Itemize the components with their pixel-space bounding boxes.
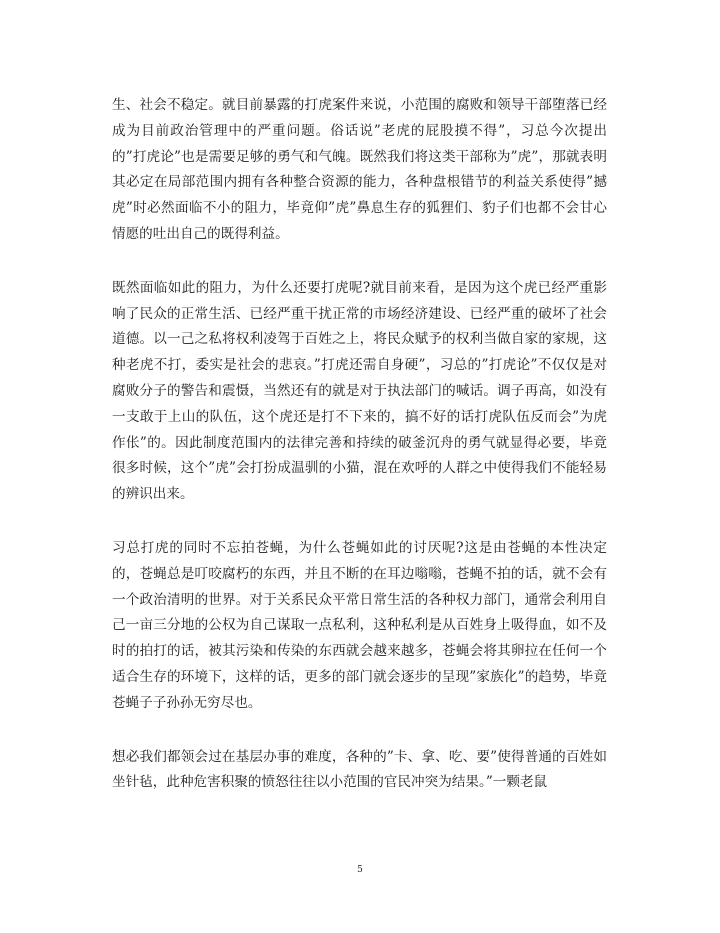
paragraph-4: 想必我们都领会过在基层办事的难度，各种的”卡、拿、吃、要”使得普通的百姓如坐针毡，此种危害积聚的愤怒往往以小范围的官民冲突为结果。”一颗老鼠 bbox=[112, 748, 607, 791]
paragraph-3: 习总打虎的同时不忘拍苍蝇，为什么苍蝇如此的讨厌呢?这是由苍蝇的本性决定的，苍蝇总是叮咬腐朽的东西，并且不断的在耳边嗡嗡，苍蝇不拍的话，就不会有一个政治清明的世界。对于关系民众平常日常生活的各种权力部门，通常会利用自己一亩三分地的公权为自己谋取一点私利，这种私利是从百姓身上吸得血，如不及时的拍打的话，被其污染和传染的东西就会越来越多，苍蝇会将其卵拉在任何一个适合生存的环境下，这样的话，更多的部门就会逐步的呈现”家族化”的趋势，毕竟苍蝇子子孙孙无穷尽也。 bbox=[112, 539, 607, 711]
paragraph-1: 生、社会不稳定。就目前暴露的打虎案件来说，小范围的腐败和领导干部堕落已经成为目前政治管理中的严重问题。俗话说”老虎的屁股摸不得”，习总今次提出的”打虎论”也是需要足够的勇气和气魄。既然我们将这类干部称为”虎”，那就表明其必定在局部范围内拥有各种整合资源的能力，各种盘根错节的利益关系使得”撼虎”时必然面临不小的阻力，毕竟仰”虎”鼻息生存的狐狸们、豹子们也都不会甘心情愿的吐出自己的既得利益。 bbox=[112, 97, 607, 242]
body-text bbox=[112, 93, 607, 824]
page-number: 5 bbox=[357, 865, 363, 875]
paragraph-2: 既然面临如此的阻力，为什么还要打虎呢?就目前来看，是因为这个虎已经严重影响了民众的正常生活、已经严重干扰正常的市场经济建设、已经严重的破坏了社会道德。以一己之私将权利凌驾于百姓之上，将民众赋予的权利当做自家的家规，这种老虎不打，委实是社会的悲哀。”打虎还需自身硬”，习总的”打虎论”不仅仅是对腐败分子的警告和震慑，当然还有的就是对于执法部门的喊话。调子再高，如没有一支敢于上山的队伍，这个虎还是打不下来的，搞不好的话打虎队伍反而会”为虎作伥”的。因此制度范围内的法律完善和持续的破釜沉舟的勇气就显得必要，毕竟很多时候，这个”虎”会打扮成温驯的小猫，混在欢呼的人群之中使得我们不能轻易的辨识出来。 bbox=[112, 279, 607, 503]
